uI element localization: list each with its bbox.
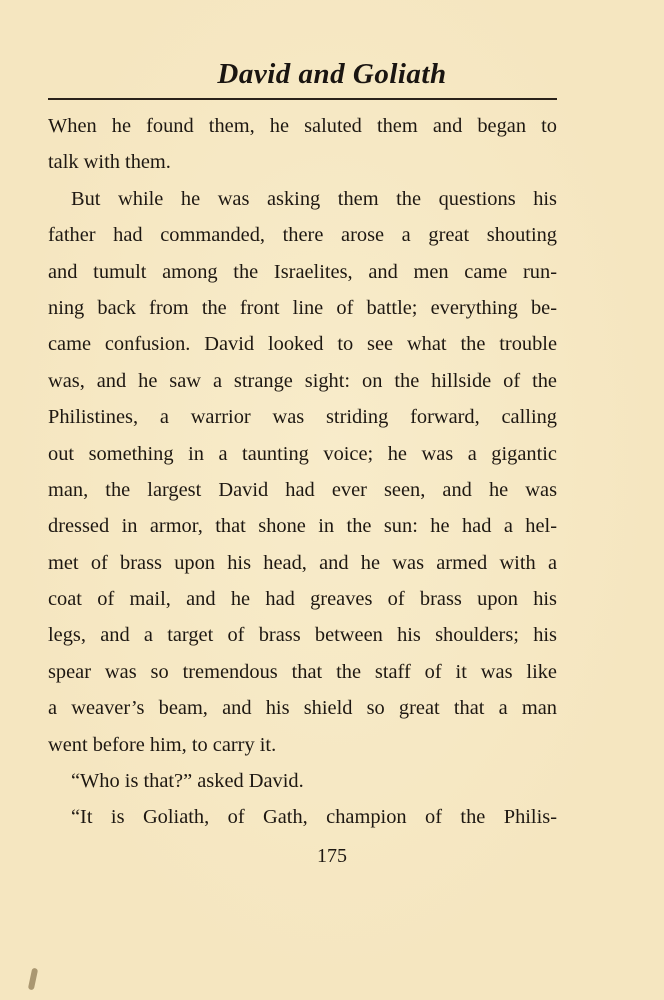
text-line: a weaver’s beam, and his shield so great that a man xyxy=(48,697,557,720)
header-rule xyxy=(48,98,557,100)
text-line: “Who is that?” asked David. xyxy=(71,770,304,793)
text-line: But while he was asking them the questions his xyxy=(71,187,557,210)
text-line: went before him, to carry it. xyxy=(48,733,277,756)
text-line: out something in a taunting voice; he was a gigantic xyxy=(48,442,557,465)
text-line: dressed in armor, that shone in the sun: he had a hel- xyxy=(48,515,557,538)
page-number: 175 xyxy=(317,845,347,867)
text-line: coat of mail, and he had greaves of brass upon his xyxy=(48,588,557,611)
text-line: legs, and a target of brass between his shoulders; his xyxy=(48,624,557,647)
text-line: came confusion. David looked to see what the trouble xyxy=(48,333,557,356)
text-line: met of brass upon his head, and he was armed with a xyxy=(48,551,557,574)
body-text xyxy=(48,108,557,836)
text-line: was, and he saw a strange sight: on the hillside of the xyxy=(48,369,557,392)
ink-smudge xyxy=(28,968,38,991)
text-line: talk with them. xyxy=(48,151,171,174)
running-head: David and Goliath xyxy=(217,58,447,90)
text-line: ning back from the front line of battle; everything be- xyxy=(48,296,557,319)
text-line: spear was so tremendous that the staff of it was like xyxy=(48,660,557,683)
text-line: father had commanded, there arose a great shouting xyxy=(48,224,557,247)
text-line: Philistines, a warrior was striding forward, calling xyxy=(48,406,557,429)
text-line: “It is Goliath, of Gath, champion of the Philis- xyxy=(71,806,557,829)
text-line: When he found them, he saluted them and began to xyxy=(48,115,557,137)
text-line: man, the largest David had ever seen, and he was xyxy=(48,478,557,501)
text-line: and tumult among the Israelites, and men came run- xyxy=(48,260,557,283)
